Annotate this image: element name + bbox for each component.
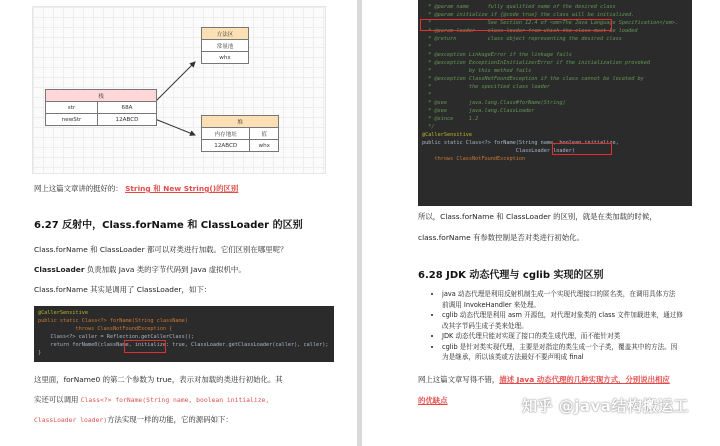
paragraph xyxy=(34,416,233,425)
stack-title: 栈 xyxy=(46,90,157,102)
stack-cell: str xyxy=(46,102,98,114)
recommend-link[interactable]: 描述 Java 动态代理的几种实现方式，分别说出相应 xyxy=(499,375,670,384)
code-line: public static Class<?> forName(String className) xyxy=(38,318,188,324)
classloader-bold: ClassLoader xyxy=(34,265,85,274)
heap-cell: whx xyxy=(250,140,279,152)
stack-cell: 12ABCD xyxy=(98,114,157,126)
list-item: • JDK 动态代理只能对实现了接口的类生成代理，而不能针对类 xyxy=(442,331,683,342)
stack-cell: newStr xyxy=(46,114,98,126)
proxy-diff-list xyxy=(430,289,683,363)
stack-cell: 68A xyxy=(98,102,157,114)
code-line: * @since 1.2 xyxy=(422,116,479,122)
code-line: * the specified class loader xyxy=(422,84,551,90)
paragraph: 所以，Class.forName 和 ClassLoader 的区别，就是在类加载的时候， xyxy=(418,212,657,221)
code-line: @CallerSensitive xyxy=(422,132,472,138)
code-line: * @param loader class loader from which the class must be loaded xyxy=(422,28,638,34)
heap-header: 内存地址 xyxy=(202,128,250,140)
inline-code: Class<?> forName(String name, boolean initialize, xyxy=(80,396,270,404)
left-page xyxy=(0,0,357,446)
section-title-6-27: 6.27 反射中，Class.forName 和 ClassLoader 的区别 xyxy=(34,220,303,231)
code-line: * See Section 12.4 of <em>The Java Language Specification</em>. xyxy=(422,20,679,26)
code-line: * by this method fails xyxy=(422,68,532,74)
recommend-line xyxy=(34,185,238,194)
heap-cell: 12ABCD xyxy=(202,140,250,152)
code-line: throws ClassNotFoundException xyxy=(422,156,526,162)
code-line: * @param initialize if {@code true} the class will be initialized. xyxy=(422,12,635,18)
method-area-title: 方法区 xyxy=(202,28,249,40)
paragraph xyxy=(34,266,246,275)
paragraph-rest: 方法实现一样的功能，它的源码如下： xyxy=(107,415,233,424)
code-line: * @see java.lang.ClassLoader xyxy=(422,108,535,114)
recommend-link-cont[interactable]: 的优缺点 xyxy=(418,396,448,405)
list-item: • cglib 是针对类实现代理，主要是对指定的类生成一个子类，覆盖其中的方法。因 xyxy=(442,342,683,353)
method-area-table xyxy=(201,27,249,64)
heap-header: 值 xyxy=(250,128,279,140)
recommend-prefix: 网上这篇文章讲的挺好的： xyxy=(34,184,123,193)
arrow-to-heap xyxy=(155,119,195,135)
highlight-box-initialize xyxy=(124,340,166,353)
list-item: 为是继承，所以该类或方法最好不要声明成 final xyxy=(442,353,584,361)
code-line: * @return class object representing the desired class xyxy=(422,36,622,42)
section-title-6-28: 6.28 JDK 动态代理与 cglib 实现的区别 xyxy=(418,270,604,281)
recommend-line xyxy=(418,376,670,385)
paragraph: Class.forName 和 ClassLoader 都可以对类进行加载。它们区别在哪里呢？ xyxy=(34,245,288,254)
code-line: * @exception ExceptionInInitializerError if the initialization provoked xyxy=(422,60,650,66)
code-block-forname xyxy=(34,306,334,362)
recommend-link[interactable]: String 和 New String()的区别 xyxy=(125,184,239,193)
list-item: • java 动态代理是利用反射机制生成一个实现代理接口的匿名类，在调用具体方法 xyxy=(442,289,683,300)
code-line: * @param name fully qualified name of the desired class xyxy=(422,4,616,10)
paragraph: 这里面，forName0 的第二个参数为 true，表示对加载的类进行初始化。其 xyxy=(34,375,283,384)
paragraph: class.forName 有参数控制是否对类进行初始化。 xyxy=(418,233,584,242)
arrow-to-method-area xyxy=(155,62,195,102)
list-item: • cglib 动态代理是利用 asm 开源包，对代理对象类的 class 文件加载进来，通过修 xyxy=(442,310,683,321)
code-line: throws ClassNotFoundException { xyxy=(38,326,173,332)
code-line: * @exception ClassNotFoundException if the class cannot be located by xyxy=(422,76,644,82)
stack-table xyxy=(45,89,157,126)
code-line: * xyxy=(422,92,432,98)
inline-code: ClassLoader loader) xyxy=(34,416,108,424)
code-line: return forName0(className, initialize: true, ClassLoader.getClassLoader(caller), caller); xyxy=(38,342,329,348)
paragraph xyxy=(34,396,269,405)
paragraph: Class.forName 其实是调用了 ClassLoader，如下： xyxy=(34,285,212,294)
method-area-row: whx xyxy=(202,52,249,64)
heap-table xyxy=(201,115,279,152)
code-line: * xyxy=(422,44,432,50)
recommend-prefix: 网上这篇文章写得不错， xyxy=(418,375,500,384)
code-line: public static Class<?> forName(String name, boolean initialize, xyxy=(422,140,619,146)
code-line: * @see java.lang.Class#forName(String) xyxy=(422,100,566,106)
watermark: 知乎 @java结构搬运工 xyxy=(522,397,689,415)
code-line: Class<?> caller = Reflection.getCallerClass(); xyxy=(38,334,195,340)
list-item: 前调用 InvokeHandler 来处理。 xyxy=(442,300,541,309)
code-line: @CallerSensitive xyxy=(38,310,88,316)
code-line: ClassLoader loader) xyxy=(422,148,576,154)
right-page xyxy=(362,0,720,446)
recommend-line-2 xyxy=(418,397,448,406)
memory-diagram xyxy=(32,6,326,174)
heap-title: 堆 xyxy=(202,116,279,128)
paragraph-prefix: 实还可以调用 xyxy=(34,395,81,404)
paragraph-rest: 负责加载 Java 类的字节代码到 Java 虚拟机中。 xyxy=(84,265,246,274)
code-line: */ xyxy=(422,124,435,130)
code-line: * @exception LinkageError if the linkage fails xyxy=(422,52,572,58)
list-item: 改其字节码生成子类来处理。 xyxy=(442,321,528,330)
highlight-box-boolean-initialize xyxy=(552,143,612,155)
method-area-row: 常量池 xyxy=(202,40,249,52)
code-line: } xyxy=(38,350,42,356)
highlight-box-param-initialize xyxy=(420,19,612,31)
